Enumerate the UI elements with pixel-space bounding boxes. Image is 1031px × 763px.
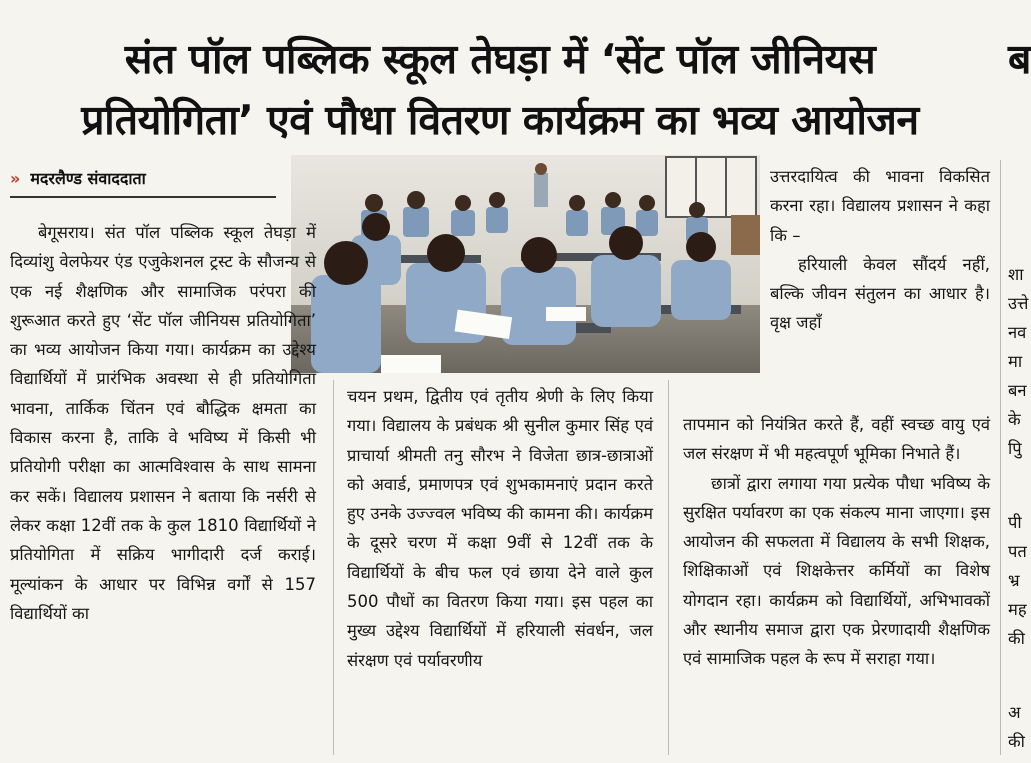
headline-line-1: संत पॉल पब्लिक स्कूल तेघड़ा में ‘सेंट पॉल जीनियस	[124, 35, 876, 83]
edge-line-fragment: शा	[1008, 265, 1024, 284]
column-1-paragraph: बेगूसराय। संत पॉल पब्लिक स्कूल तेघड़ा में दिव्यांशु वेलफेयर एंड एजुकेशनल ट्रस्ट के सौजन्य से एक नई शैक्षणिक और सामाजिक परंपरा की शुरूआत करते हुए ‘सेंट पॉल जीनियस प्रतियोगिता’ का भव्य आयोजन किया गया। कार्यक्रम का उद्देश्य विद्यार्थियों में प्रारंभिक अवस्था से ही प्रतियोगिता भावना, तार्किक चिंतन एवं बौद्धिक क्षमता का विकास करना है, ताकि वे भविष्य में किसी भी प्रतियोगी परीक्षा का आत्मविश्वास के साथ सामना कर सकें। विद्यालय प्रशासन ने बताया कि नर्सरी से लेकर कक्षा 12वीं तक के कुल 1810 विद्यार्थियों ने प्रतियोगिता में सक्रिय भागीदारी दर्ज कराई। मूल्यांकन के आधार पर विभिन्न वर्गों से 157 विद्यार्थियों का	[10, 223, 316, 623]
classroom-photo	[291, 155, 760, 373]
column-3-quote: हरियाली केवल सौंदर्य नहीं, बल्कि जीवन संतुलन का आधार है। वृक्ष जहाँ	[770, 254, 990, 333]
edge-line-fragment: मा	[1008, 352, 1023, 371]
edge-line-fragment: नव	[1008, 323, 1027, 342]
classroom-photo-icon	[291, 155, 760, 373]
edge-line-fragment: भ्र	[1008, 571, 1020, 590]
edge-headline-fragment: ब	[1008, 35, 1031, 83]
edge-line-fragment: पी	[1008, 513, 1022, 532]
byline-chevron-icon: »	[10, 169, 21, 188]
article-column-2	[347, 382, 653, 675]
edge-line-fragment: बन	[1008, 381, 1027, 400]
edge-line-fragment: अ	[1008, 703, 1021, 722]
column-rule-2	[668, 380, 669, 755]
column-2-paragraph: चयन प्रथम, द्वितीय एवं तृतीय श्रेणी के लिए किया गया। विद्यालय के प्रबंधक श्री सुनील कुमार सिंह एवं प्राचार्या श्रीमती तनु सौरभ ने विजेता छात्र-छात्राओं को अवार्ड, प्रमाणपत्र एवं शुभकामनाएं प्रदान करते हुए उनके उज्ज्वल भविष्य की कामना की। कार्यक्रम के दूसरे चरण में कक्षा 9वीं से 12वीं तक के विद्यार्थियों के बीच फल एवं छाया देने वाले कुल 500 पौधों का वितरण किया गया। इस पहल का मुख्य उद्देश्य विद्यार्थियों में हरियाली संवर्धन, जल संरक्षण एवं पर्यावरणीय	[347, 387, 653, 670]
edge-line-fragment: उत्ते	[1008, 294, 1029, 313]
article-column-3-upper	[770, 162, 990, 338]
edge-line-fragment: की	[1008, 629, 1025, 648]
column-3-intro: उत्तरदायित्व की भावना विकसित करना रहा। विद्यालय प्रशासन ने कहा कि –	[770, 167, 990, 245]
byline	[10, 166, 276, 198]
byline-text: मदरलैण्ड संवाददाता	[30, 169, 146, 188]
headline-line-2: प्रतियोगिता’ एवं पौधा वितरण कार्यक्रम का भव्य आयोजन	[81, 96, 919, 144]
edge-line-fragment: की	[1008, 732, 1025, 751]
column-rule-1	[333, 380, 334, 755]
edge-line-fragment: मह	[1008, 600, 1027, 619]
edge-line-fragment: के	[1008, 410, 1021, 429]
edge-line-fragment: पत	[1008, 542, 1027, 561]
article-column-3-lower	[683, 410, 990, 674]
column-3-paragraph-2: छात्रों द्वारा लगाया गया प्रत्येक पौधा भविष्य के सुरक्षित पर्यावरण का एक संकल्प माना जाएगा। इस आयोजन की सफलता में विद्यालय के सभी शिक्षक, शिक्षिकाओं एवं शिक्षकेत्तर कर्मियों का विशेष योगदान रहा। कार्यक्रम को विद्यार्थियों, अभिभावकों और स्थानीय समाज द्वारा एक प्रेरणादायी शैक्षणिक एवं सामाजिक पहल के रूप में सराहा गया।	[683, 473, 990, 669]
column-3-continuation: तापमान को नियंत्रित करते हैं, वहीं स्वच्छ वायु एवं जल संरक्षण में भी महत्वपूर्ण भूमिका निभाते हैं।	[683, 415, 990, 464]
edge-line-fragment: पुि	[1008, 439, 1022, 458]
column-rule-3	[1000, 160, 1001, 755]
article-column-1	[10, 218, 316, 628]
